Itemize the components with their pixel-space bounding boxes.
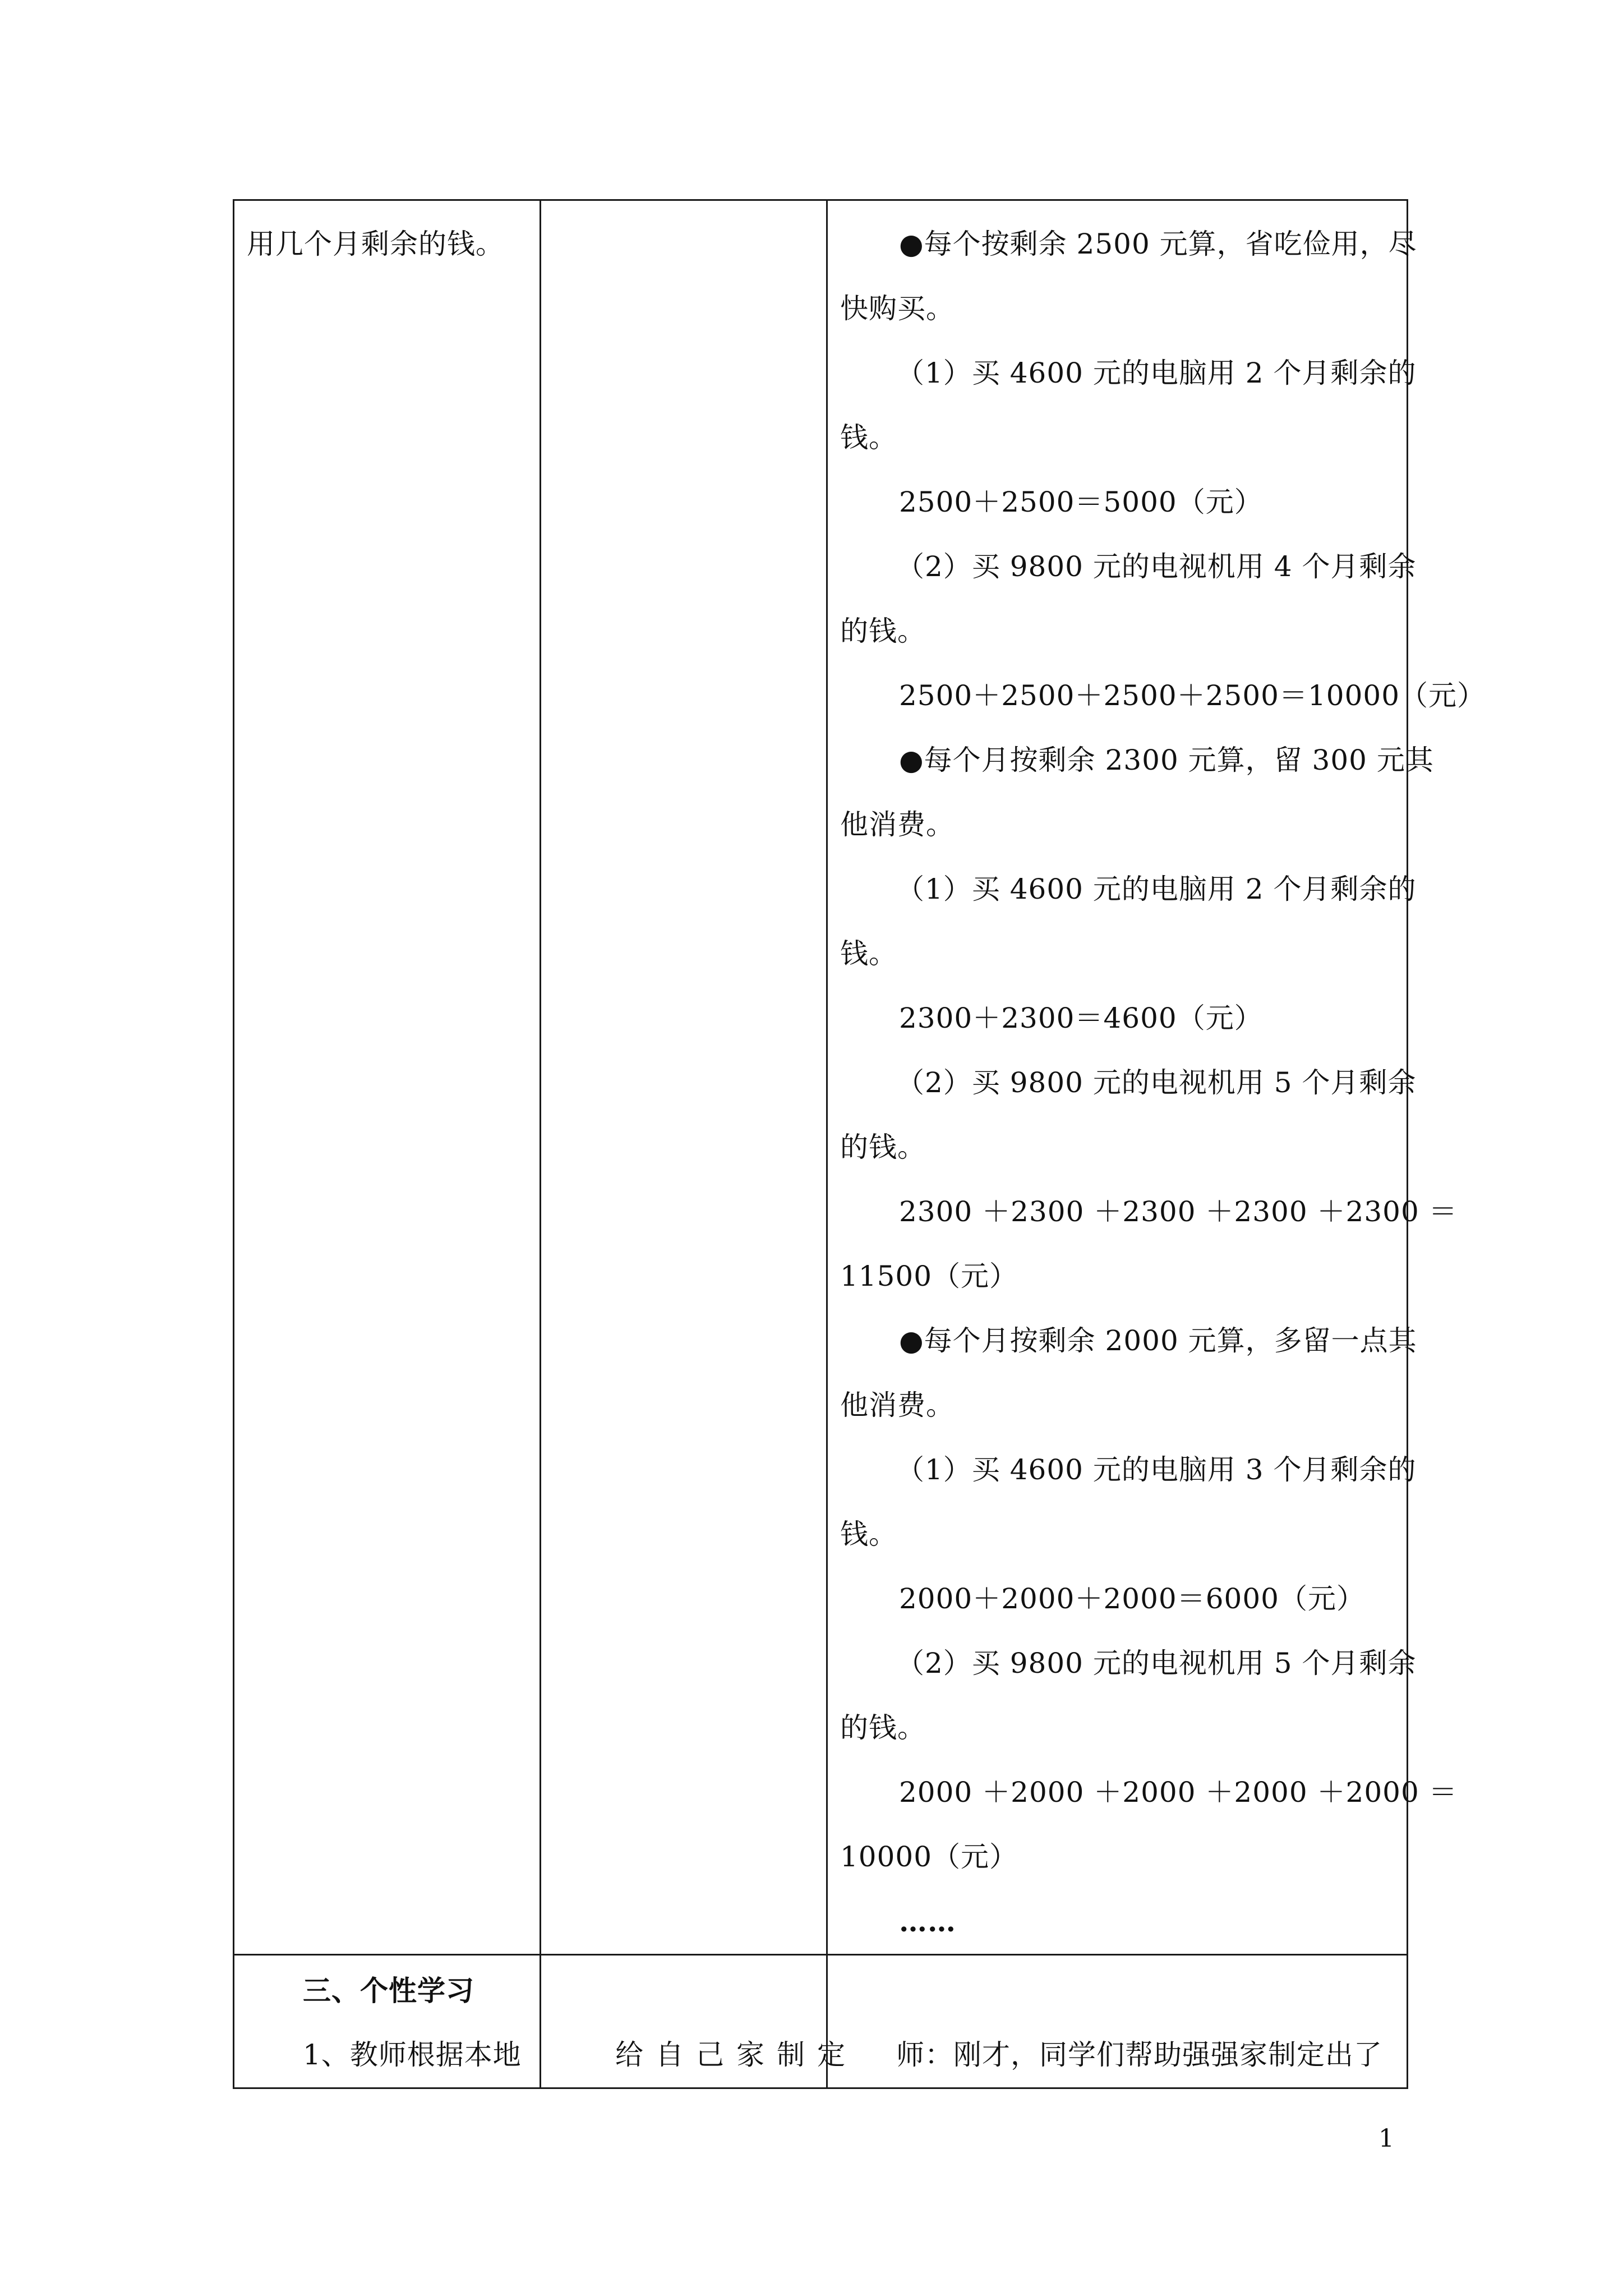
equation-line: 2500＋2500＝5000（元） bbox=[899, 486, 1263, 518]
text-line: 的钱。 bbox=[840, 1711, 926, 1744]
text-line: （2）买 9800 元的电视机用 4 个月剩余 bbox=[896, 550, 1417, 583]
table-cell-activity bbox=[234, 200, 541, 1955]
text-line: 他消费。 bbox=[840, 1389, 955, 1421]
text-line: 快购买。 bbox=[840, 292, 955, 325]
text-line: 他消费。 bbox=[840, 808, 955, 841]
text-line: 钱。 bbox=[840, 1518, 897, 1550]
cell-text: 用几个月剩余的钱。 bbox=[247, 228, 504, 260]
text-line: （1）买 4600 元的电脑用 2 个月剩余的 bbox=[896, 357, 1417, 389]
table-cell-activity bbox=[234, 1955, 541, 2088]
table-cell-process bbox=[827, 200, 1486, 1955]
text-line: 给自己家制定 bbox=[615, 2039, 857, 2071]
text-line: 1、教师根据本地 bbox=[303, 2039, 522, 2071]
text-line: 钱。 bbox=[840, 421, 897, 454]
text-line: 10000（元） bbox=[840, 1841, 1018, 1873]
table-row bbox=[234, 200, 1408, 1955]
text-line: （2）买 9800 元的电视机用 5 个月剩余 bbox=[896, 1647, 1417, 1680]
page-number: 1 bbox=[1378, 2124, 1394, 2153]
text-line: 11500（元） bbox=[840, 1260, 1018, 1292]
text-line: （2）买 9800 元的电视机用 5 个月剩余 bbox=[896, 1066, 1417, 1099]
equation-line: 2300 ＋2300 ＋2300 ＋2300 ＋2300 ＝ bbox=[899, 1195, 1458, 1228]
text-line: （1）买 4600 元的电脑用 2 个月剩余的 bbox=[896, 873, 1417, 905]
bullet-line: ●每个月按剩余 2300 元算，留 300 元其 bbox=[899, 744, 1434, 776]
table-cell-student bbox=[541, 1955, 857, 2088]
bullet-line: ●每个按剩余 2500 元算，省吃俭用，尽 bbox=[899, 228, 1417, 260]
table-cell-process bbox=[827, 1955, 1408, 2088]
table-cell-student bbox=[541, 200, 827, 1955]
text-line: 的钱。 bbox=[840, 615, 926, 647]
equation-line: 2000＋2000＋2000＝6000（元） bbox=[899, 1582, 1365, 1615]
ellipsis-line: …… bbox=[899, 1905, 956, 1938]
lesson-plan-table bbox=[233, 199, 1486, 2089]
equation-line: 2500＋2500＋2500＋2500＝10000（元） bbox=[899, 679, 1486, 712]
bullet-line: ●每个月按剩余 2000 元算，多留一点其 bbox=[899, 1324, 1417, 1357]
text-line: 师：刚才，同学们帮助强强家制定出了 bbox=[896, 2039, 1382, 2071]
text-line: 钱。 bbox=[840, 937, 897, 970]
table-row bbox=[234, 1955, 1408, 2088]
section-heading: 三、个性学习 bbox=[303, 1974, 474, 2007]
text-line: 的钱。 bbox=[840, 1131, 926, 1163]
equation-line: 2300＋2300＝4600（元） bbox=[899, 1002, 1263, 1034]
equation-line: 2000 ＋2000 ＋2000 ＋2000 ＋2000 ＝ bbox=[899, 1776, 1458, 1809]
text-line: （1）买 4600 元的电脑用 3 个月剩余的 bbox=[896, 1453, 1417, 1486]
